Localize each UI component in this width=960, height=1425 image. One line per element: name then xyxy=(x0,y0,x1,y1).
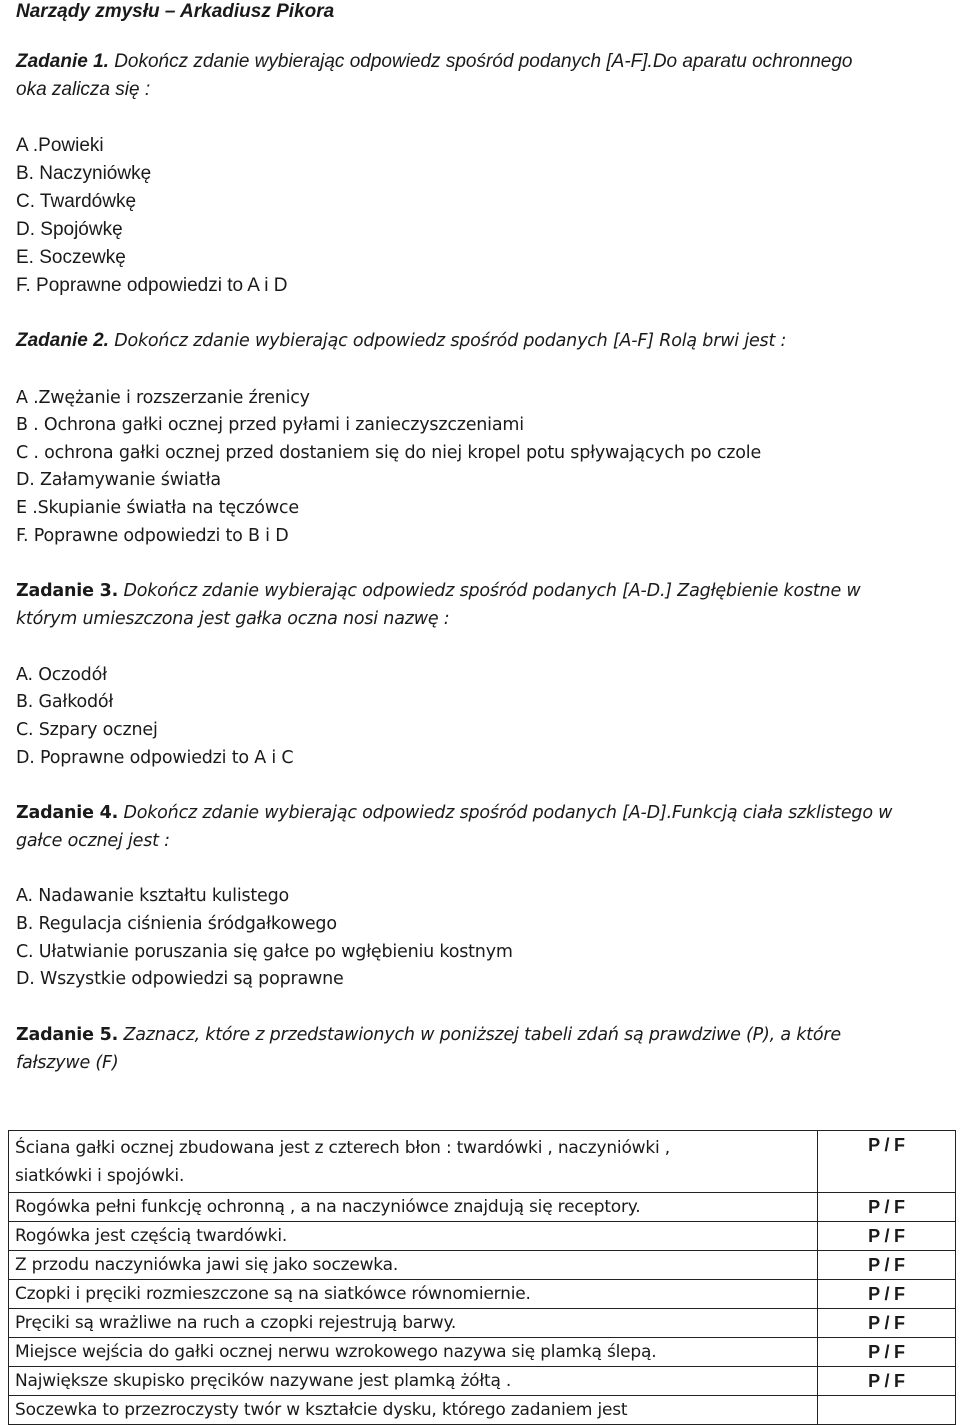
task-4-label: Zadanie 4. xyxy=(16,803,119,823)
task-4-instruction-line-1: Dokończ zdanie wybierając odpowiedz spośród podanych [A-D].Funkcją ciała szklistego w xyxy=(123,803,893,823)
table-row xyxy=(9,1222,956,1251)
task-1-option: B. Naczyniówkę xyxy=(16,163,152,184)
statement-cell: Soczewka to przezroczysty twór w kształcie dysku, którego zadaniem jest xyxy=(9,1396,818,1425)
task-2-label: Zadanie 2. xyxy=(16,330,109,351)
statement-line: siatkówki i spojówki. xyxy=(15,1166,185,1186)
task-2-option: A .Zwężanie i rozszerzanie źrenicy xyxy=(16,388,310,408)
true-false-mark[interactable]: P / F xyxy=(818,1251,956,1280)
task-4-option: C. Ułatwianie poruszania się gałce po wgłębieniu kostnym xyxy=(16,942,513,962)
task-2-heading xyxy=(16,329,786,353)
table-row xyxy=(9,1367,956,1396)
task-1-option: E. Soczewkę xyxy=(16,247,126,268)
table-row xyxy=(9,1193,956,1222)
task-2-option: E .Skupianie światła na tęczówce xyxy=(16,498,299,518)
table-row xyxy=(9,1309,956,1338)
true-false-mark[interactable]: P / F xyxy=(818,1367,956,1396)
task-1-option: A .Powieki xyxy=(16,135,104,156)
task-1-instruction-line-1: Dokończ zdanie wybierając odpowiedz spośród podanych [A-F].Do aparatu ochronnego xyxy=(114,51,853,72)
task-3-option: C. Szpary ocznej xyxy=(16,720,158,740)
task-3-instruction-line-1: Dokończ zdanie wybierając odpowiedz spośród podanych [A-D.] Zagłębienie kostne w xyxy=(123,581,861,601)
statement-cell: Rogówka pełni funkcję ochronną , a na naczyniówce znajdują się receptory. xyxy=(9,1193,818,1222)
statement-cell: Rogówka jest częścią twardówki. xyxy=(9,1222,818,1251)
true-false-mark[interactable]: P / F xyxy=(818,1280,956,1309)
task-1-instruction-line-2: oka zalicza się : xyxy=(16,79,151,100)
statement-cell: Miejsce wejścia do gałki ocznej nerwu wzrokowego nazywa się plamką ślepą. xyxy=(9,1338,818,1367)
task-2-option: F. Poprawne odpowiedzi to B i D xyxy=(16,526,289,546)
task-3-heading xyxy=(16,579,860,603)
task-1-option: F. Poprawne odpowiedzi to A i D xyxy=(16,275,288,296)
task-1-option: C. Twardówkę xyxy=(16,191,137,212)
task-3-option: B. Gałkodół xyxy=(16,692,114,712)
statement-cell xyxy=(9,1131,818,1193)
task-5-instruction-line-1: Zaznacz, które z przedstawionych w poniższej tabeli zdań są prawdziwe (P), a które xyxy=(123,1025,841,1045)
task-3-option: A. Oczodół xyxy=(16,665,107,685)
table-row xyxy=(9,1396,956,1425)
task-3-label: Zadanie 3. xyxy=(16,581,119,601)
task-2-option: B . Ochrona gałki ocznej przed pyłami i zanieczyszczeniami xyxy=(16,415,524,435)
task-5-heading xyxy=(16,1023,841,1047)
true-false-mark[interactable]: P / F xyxy=(818,1222,956,1251)
statement-cell: Z przodu naczyniówka jawi się jako soczewka. xyxy=(9,1251,818,1280)
task-3-option: D. Poprawne odpowiedzi to A i C xyxy=(16,748,294,768)
true-false-mark[interactable]: P / F xyxy=(818,1338,956,1367)
true-false-mark[interactable] xyxy=(818,1396,956,1425)
statement-cell: Pręciki są wrażliwe na ruch a czopki rejestrują barwy. xyxy=(9,1309,818,1338)
true-false-mark[interactable]: P / F xyxy=(818,1193,956,1222)
task-5-label: Zadanie 5. xyxy=(16,1025,119,1045)
task-1-option: D. Spojówkę xyxy=(16,219,123,240)
document-title: Narządy zmysłu – Arkadiusz Pikora xyxy=(16,1,335,22)
statement-cell: Największe skupisko pręcików nazywane jest plamką żółtą . xyxy=(9,1367,818,1396)
true-false-mark[interactable]: P / F xyxy=(818,1131,956,1193)
task-2-instruction-line-1: Dokończ zdanie wybierając odpowiedz spośród podanych [A-F] Rolą brwi jest : xyxy=(114,331,787,351)
task-1-heading xyxy=(16,50,852,74)
table-row xyxy=(9,1131,956,1193)
task-4-option: A. Nadawanie kształtu kulistego xyxy=(16,886,290,906)
statement-cell: Czopki i pręciki rozmieszczone są na siatkówce równomiernie. xyxy=(9,1280,818,1309)
true-false-table xyxy=(8,1130,956,1425)
task-2-option: D. Załamywanie światła xyxy=(16,470,221,490)
task-4-option: B. Regulacja ciśnienia śródgałkowego xyxy=(16,914,337,934)
task-5-instruction-line-2: fałszywe (F) xyxy=(16,1053,119,1073)
table-row xyxy=(9,1338,956,1367)
statement-line: Ściana gałki ocznej zbudowana jest z czterech błon : twardówki , naczyniówki , xyxy=(15,1138,670,1158)
task-4-instruction-line-2: gałce ocznej jest : xyxy=(16,831,170,851)
table-row xyxy=(9,1280,956,1309)
table-row xyxy=(9,1251,956,1280)
true-false-mark[interactable]: P / F xyxy=(818,1309,956,1338)
task-4-option: D. Wszystkie odpowiedzi są poprawne xyxy=(16,969,344,989)
task-4-heading xyxy=(16,801,892,825)
task-2-option: C . ochrona gałki ocznej przed dostaniem się do niej kropel potu spływających po czole xyxy=(16,443,762,463)
task-3-instruction-line-2: którym umieszczona jest gałka oczna nosi nazwę : xyxy=(16,609,450,629)
task-1-label: Zadanie 1. xyxy=(16,51,109,72)
